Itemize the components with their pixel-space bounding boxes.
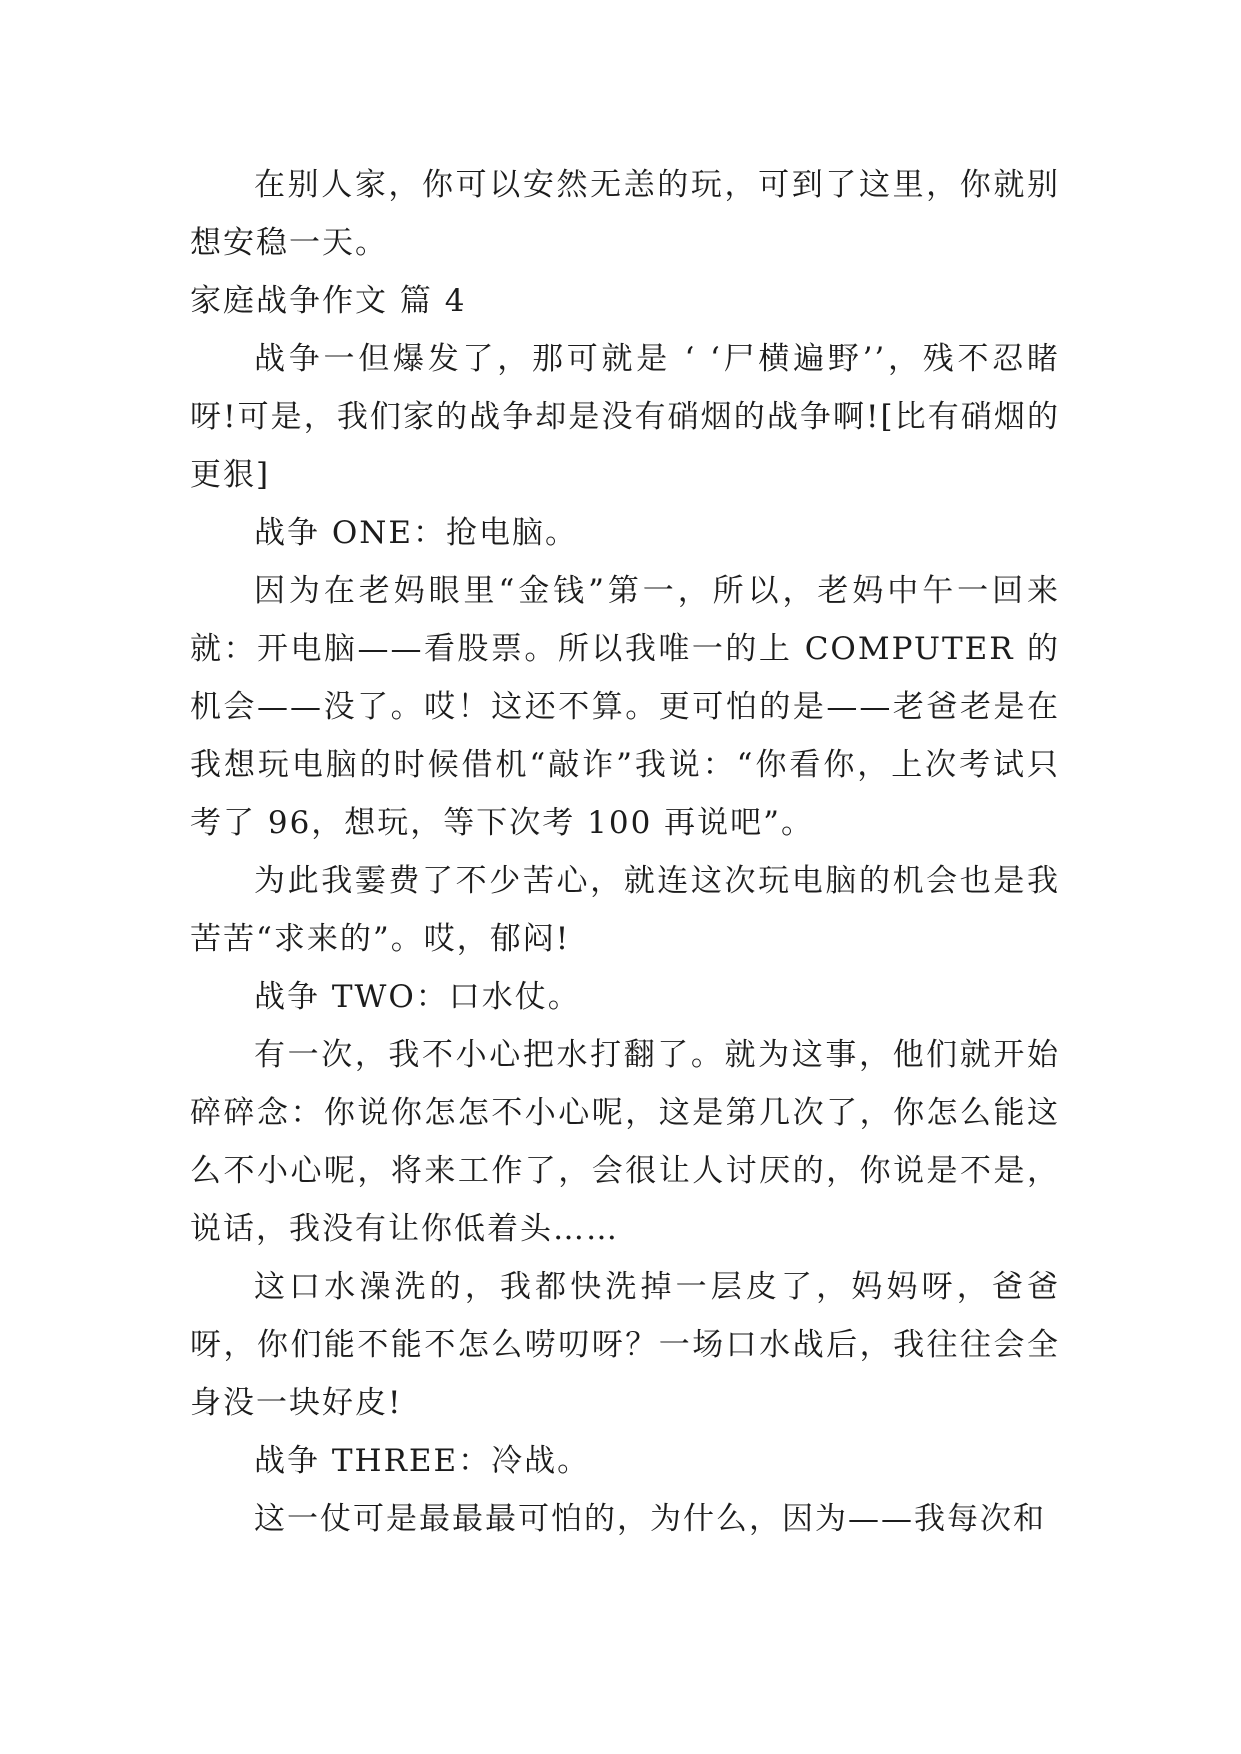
paragraph-effort: 为此我霎费了不少苦心，就连这次玩电脑的机会也是我苦苦“求来的”。哎，郁闷! — [190, 863, 1060, 957]
paragraph-spill: 有一次，我不小心把水打翻了。就为这事，他们就开始碎碎念：你说你怎怎不小心呢，这是第几次了，你怎么能这么不小心呢，将来工作了，会很让人讨厌的，你说是不是，说话，我没有让你低着头…… — [190, 1037, 1060, 1247]
subheading-war-three: 战争 THREE：冷战。 — [254, 1443, 591, 1479]
paragraph-intro: 在别人家，你可以安然无恙的玩，可到了这里，你就别想安稳一天。 — [190, 167, 1060, 261]
section-heading: 家庭战争作文 篇 4 — [190, 283, 467, 319]
paragraph-computer: 因为在老妈眼里“金钱”第一，所以，老妈中午一回来就：开电脑——看股票。所以我唯一的上 COMPUTER 的机会——没了。哎！这还不算。更可怕的是——老爸老是在我想玩电脑的时候借机“敲诈”我说：“你看你，上次考试只考了 96，想玩，等下次考 100 再说吧”。 — [190, 573, 1060, 841]
subheading-war-one: 战争 ONE：抢电脑。 — [254, 515, 579, 551]
document-body — [190, 156, 1060, 1548]
paragraph-cold-war: 这一仗可是最最最可怕的，为什么，因为——我每次和 — [254, 1501, 1046, 1537]
paragraph-nagging: 这口水澡洗的，我都快洗掉一层皮了，妈妈呀，爸爸呀，你们能不能不怎么唠叨呀？一场口水战后，我往往会全身没一块好皮! — [190, 1269, 1060, 1421]
subheading-war-two: 战争 TWO：口水仗。 — [254, 979, 581, 1015]
paragraph-war-outbreak: 战争一但爆发了，那可就是 ‘ ‘尸横遍野’’，残不忍睹呀!可是，我们家的战争却是没有硝烟的战争啊![比有硝烟的更狠] — [190, 341, 1060, 493]
